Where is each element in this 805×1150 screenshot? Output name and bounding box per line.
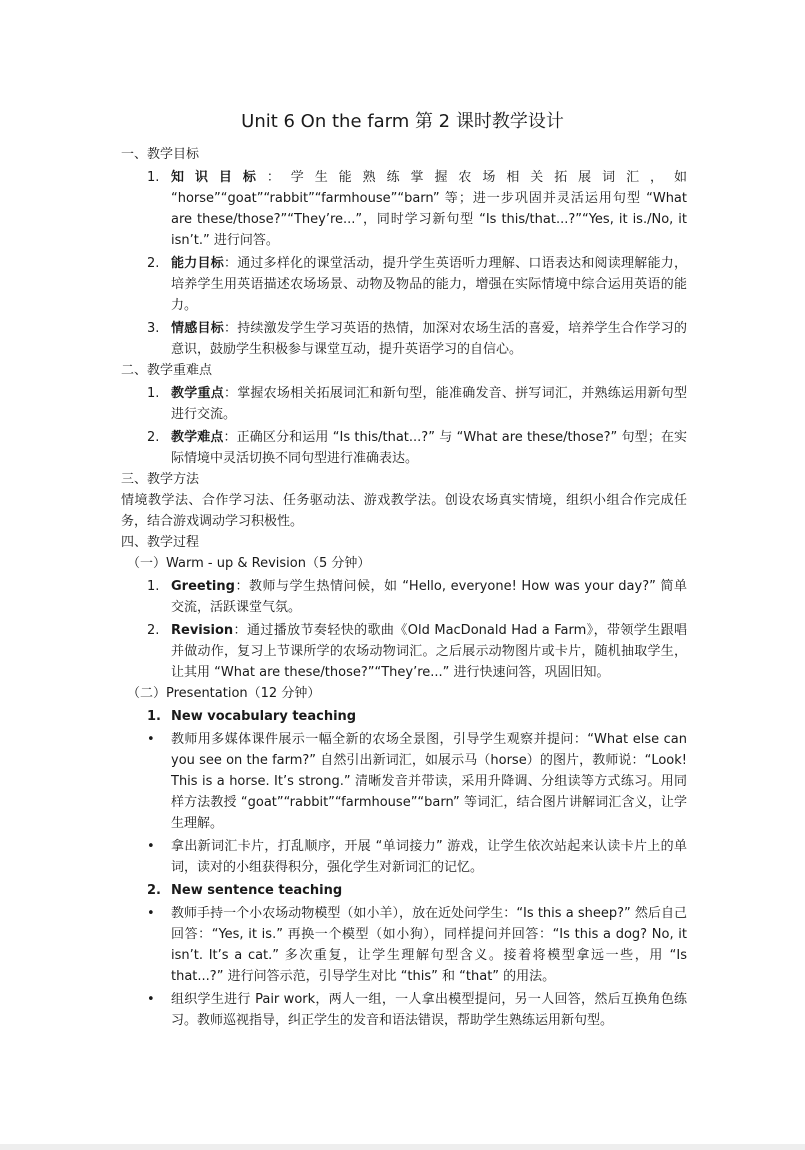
bullet-item [121,729,687,834]
item-number: 1. [147,170,160,185]
item-text: ：持续激发学生学习英语的热情，加深对农场生活的喜爱，培养学生合作学习的意识，鼓励学生积极参与课堂互动，提升英语学习的自信心。 [171,321,687,357]
list-item [121,383,687,425]
bullet-item [121,989,687,1031]
item-label: 情感目标 [171,321,224,336]
item-label: New vocabulary teaching [171,709,357,724]
subsection-heading-presentation: （二）Presentation（12 分钟） [127,686,321,701]
item-number: 2. [147,883,161,898]
section-heading-key-points: 二、教学重难点 [121,363,213,378]
item-label: Greeting [171,579,235,594]
bullet-text: 教师手持一个小农场动物模型（如小羊），放在近处问学生：“Is this a sheep?” 然后自己回答：“Yes, it is.” 再换一个模型（如小狗），同样提问并回答：“Is this a dog? No, it isn’t. It’s a cat.” 多次重复，让学生理解句型含义。接着将模型拿远一些，用 “Is that...?” 进行问答示范，引导学生对比 “this” 和 “that” 的用法。 [171,906,687,984]
section-heading-methods: 三、教学方法 [121,472,200,487]
bullet-text: 组织学生进行 Pair work，两人一组，一人拿出模型提问，另一人回答，然后互换角色练习。教师巡视指导，纠正学生的发音和语法错误，帮助学生熟练运用新句型。 [171,992,687,1028]
item-label: Revision [171,623,234,638]
item-label: 教学难点 [171,430,224,445]
section-heading-process: 四、教学过程 [121,535,200,550]
item-label: New sentence teaching [171,883,343,898]
item-number: 1. [147,386,160,401]
item-text: ：通过播放节奏轻快的歌曲《Old MacDonald Had a Farm》，带领学生跟唱并做动作，复习上节课所学的农场动物词汇。之后展示动物图片或卡片，随机抽取学生，让其用 “What are these/those?”“They’re...” 进行快速问答，巩固旧知。 [171,623,687,680]
item-label: 知识目标 [171,170,267,185]
list-item [121,318,687,360]
item-label: 教学重点 [171,386,224,401]
item-text: ：学生能熟练掌握农场相关拓展词汇，如 “horse”“goat”“rabbit”“farmhouse”“barn” 等；进一步巩固并灵活运用句型 “What are these/those?”“They’re...”，同时学习新句型 “Is this/that...?”“Yes, it is./No, it isn’t.” 进行问答。 [171,170,687,248]
bullet-text: 教师用多媒体课件展示一幅全新的农场全景图，引导学生观察并提问：“What else can you see on the farm?” 自然引出新词汇，如展示马（horse）的图片，教师说：“Look! This is a horse. It’s strong.” 清晰发音并带读，采用升降调、分组读等方式练习。用同样方法教授 “goat”“rabbit”“farmhouse”“barn” 等词汇，结合图片讲解词汇含义，让学生理解。 [171,732,687,831]
bullet-icon: • [147,992,155,1007]
item-number: 1. [147,579,160,594]
item-number: 1. [147,709,161,724]
part-heading-vocabulary [121,706,687,727]
list-item [121,167,687,251]
item-number: 3. [147,321,160,336]
bullet-item [121,903,687,987]
list-item [121,253,687,316]
document-body [121,144,687,1031]
methods-paragraph: 情境教学法、合作学习法、任务驱动法、游戏教学法。创设农场真实情境，组织小组合作完成任务，结合游戏调动学习积极性。 [121,493,687,529]
item-number: 2. [147,430,160,445]
bullet-icon: • [147,906,155,921]
list-item [121,427,687,469]
bullet-text: 拿出新词汇卡片，打乱顺序，开展 “单词接力” 游戏，让学生依次站起来认读卡片上的单词，读对的小组获得积分，强化学生对新词汇的记忆。 [171,839,687,875]
page-bottom-strip [0,1144,805,1150]
item-number: 2. [147,623,160,638]
subsection-heading-warmup: （一）Warm - up & Revision（5 分钟） [127,556,371,571]
bullet-icon: • [147,839,155,854]
item-number: 2. [147,256,160,271]
list-item [121,620,687,683]
part-heading-sentences [121,880,687,901]
item-text: ：教师与学生热情问候，如 “Hello, everyone! How was your day?” 简单交流，活跃课堂气氛。 [171,579,687,615]
section-heading-objectives: 一、教学目标 [121,147,200,162]
bullet-icon: • [147,732,155,747]
item-text: ：正确区分和运用 “Is this/that...?” 与 “What are these/those?” 句型；在实际情境中灵活切换不同句型进行准确表达。 [171,430,687,466]
item-text: ：掌握农场相关拓展词汇和新句型，能准确发音、拼写词汇，并熟练运用新句型进行交流。 [171,386,687,422]
bullet-item [121,836,687,878]
list-item [121,576,687,618]
item-label: 能力目标 [171,256,224,271]
document-title: Unit 6 On the farm 第 2 课时教学设计 [241,111,564,132]
item-text: ：通过多样化的课堂活动，提升学生英语听力理解、口语表达和阅读理解能力，培养学生用英语描述农场场景、动物及物品的能力，增强在实际情境中综合运用英语的能力。 [171,256,687,313]
